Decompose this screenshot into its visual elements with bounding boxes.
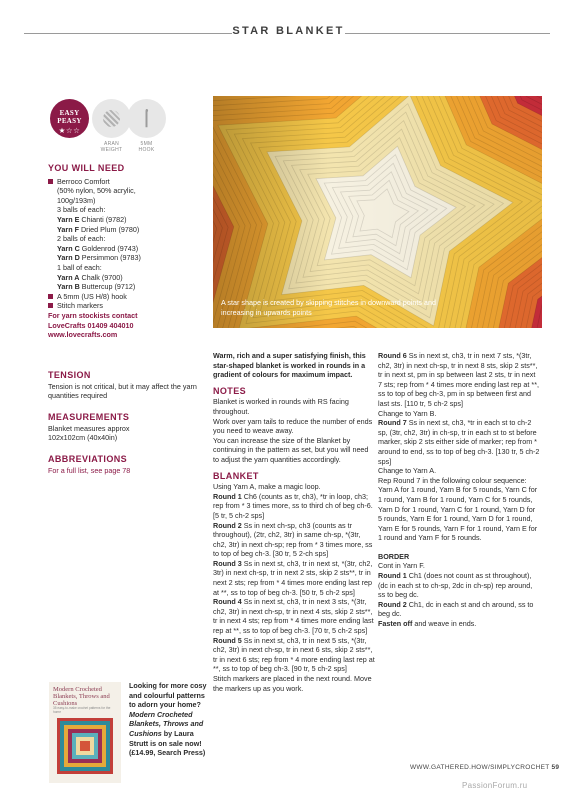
pattern-column-1	[213, 351, 375, 693]
instruction-text: Change to Yarn A.	[378, 466, 437, 476]
measurements-text: Blanket measures approx	[48, 423, 130, 433]
book-cover-blanket-image	[57, 718, 113, 774]
measurements-heading: MEASUREMENTS	[48, 412, 130, 422]
measurements-text: 102x102cm (40x40in)	[48, 433, 118, 443]
difficulty-line1: EASY	[59, 109, 80, 117]
ball-group-heading: 2 balls of each:	[57, 234, 106, 244]
list-item: A 5mm (US H/8) hook	[48, 292, 204, 302]
notes-paragraph: You can increase the size of the Blanket by continuing in the pattern as set, but you will need to adjust the yarn quantities accordingly.	[213, 435, 369, 464]
intro-text: Warm, rich and a super satisfying finish, this star-shaped blanket is worked in rounds in a gradient of colours for maximum impact.	[213, 351, 366, 380]
instruction-text: Change to Yarn B.	[378, 408, 437, 418]
header-rule-left	[24, 33, 232, 34]
book-cover-title: Modern Crocheted Blankets, Throws and Cushions	[53, 686, 110, 707]
ball-group-heading: 3 balls of each:	[57, 205, 106, 215]
round-4: Round 4 Ss in next st, ch3, tr in next 3 sts, *(3tr, ch2, 3tr) in next ch-sp, tr in next 4 sts, skip 2 sts**, tr in next 4 sts; rep from * 4 times more ending last rep at **, ss to top of beg ch-3. [70 tr, 5 ch-2 sps]	[213, 597, 374, 636]
round-6: Round 6 Ss in next st, ch3, tr in next 7 sts, *(3tr, ch2, 3tr) in next ch-sp, tr in next 8 sts, skip 2 sts**, tr in next st, pm in sp between last 2 sts, tr in next 7 sts; rep from * 4 times more ending last rep at **, ss to top of beg ch-3, pm in sp between first and last sts. [110 tr, 5 ch-2 sps]	[378, 351, 539, 408]
abbreviations-section	[48, 455, 204, 475]
instruction-text: Cont in Yarn F.	[378, 561, 425, 571]
difficulty-badge	[50, 99, 89, 138]
yarn-line: Yarn A Chalk (9700)	[57, 272, 123, 282]
list-item: Stitch markers	[48, 301, 204, 311]
yarn-ball-icon	[103, 110, 120, 127]
yarn-line: Yarn C Goldenrod (9743)	[57, 243, 139, 253]
you-will-need-heading: YOU WILL NEED	[48, 163, 125, 173]
yarn-spec: (50% nylon, 50% acrylic,	[57, 186, 136, 196]
border-heading: BORDER	[378, 551, 410, 561]
stockists-text: For yarn stockists contact LoveCrafts 01409 404010 www.lovecrafts.com	[48, 310, 138, 340]
crochet-hook-icon	[127, 99, 166, 138]
instruction-text: Stitch markers are placed in the next round. Move the markers up as you work.	[213, 674, 372, 693]
abbreviations-link[interactable]: For a full list, see page 78	[48, 465, 131, 475]
blanket-heading: BLANKET	[213, 470, 259, 481]
blanket-photo	[213, 96, 542, 328]
hook-size-badge	[127, 99, 166, 138]
photo-caption: A star shape is created by skipping stitches in downward points and increasing in upwards points	[221, 298, 436, 317]
round-3: Round 3 Ss in next st, ch3, tr in next st, *(3tr, ch2, 3tr) in next ch-sp, tr in next 2 sts, skip 2 sts**, tr in next 2 sts; rep from * 4 times more ending last rep at **, ss to top of beg ch-3. [50 tr, 5 ch-2 sps]	[213, 558, 373, 597]
notes-paragraph: Blanket is worked in rounds with RS facing throughout.	[213, 397, 349, 416]
footer	[410, 764, 559, 771]
star-blanket-image	[213, 96, 542, 328]
measurements-section	[48, 413, 204, 443]
notes-heading: NOTES	[213, 385, 247, 396]
difficulty-line2: PEASY	[57, 117, 82, 125]
yarn-weight-label: ARAN WEIGHT	[100, 141, 123, 153]
tension-text: Tension is not critical, but it may affect the yarn quantities required	[48, 381, 197, 401]
yarn-line: Yarn E Chianti (9782)	[57, 214, 127, 224]
page-number: 59	[551, 764, 560, 771]
yarn-line: Yarn F Dried Plum (9780)	[57, 224, 140, 234]
book-cover-subtitle: 35 easy-to-make crochet patterns for the home	[53, 706, 111, 714]
instruction-text: Using Yarn A, make a magic loop.	[213, 482, 321, 492]
hook-size-label: 5MM HOOK	[138, 141, 155, 153]
abbreviations-heading: ABBREVIATIONS	[48, 454, 128, 464]
list-item: Berroco Comfort	[48, 177, 204, 187]
border-round-1: Round 1 Ch1 (does not count as st throughout), (dc in each st to ch-sp, 2dc in ch-sp) rep around, ss to beg dc.	[378, 571, 533, 600]
notes-paragraph: Work over yarn tails to reduce the number of ends you need to weave away.	[213, 416, 373, 436]
fasten-off: Fasten off and weave in ends.	[378, 619, 477, 629]
round-1: Round 1 Ch6 (counts as tr, ch3), *tr in loop, ch3; rep from * 3 times more, ss to third ch of beg ch-6. [5 tr, 5 ch-2 sps]	[213, 491, 373, 520]
you-will-need-section	[48, 164, 204, 340]
footer-url[interactable]: WWW.GATHERED.HOW/SIMPLYCROCHET	[410, 764, 550, 771]
colour-sequence: Rep Round 7 in the following colour sequence: Yarn A for 1 round, Yarn B for 5 rounds, Yarn C for 1 round, Yarn B for 1 round, Yarn C for 5 rounds, Yarn D for 1 round, Yarn C for 1 round, Yarn D for 5 rounds, Yarn E for 1 round, Yarn D for 1 round, Yarn E for 5 rounds, Yarn F for 1 round, Yarn E for 1 round and Yarn F for 5 rounds.	[378, 475, 538, 543]
difficulty-stars: ★☆☆	[58, 126, 81, 135]
pattern-column-2	[378, 351, 540, 629]
watermark: PassionForum.ru	[462, 781, 528, 790]
yarn-line: Yarn B Buttercup (9712)	[57, 282, 136, 292]
round-7: Round 7 Ss in next st, ch3, *tr in each st to ch-2 sp, (3tr, ch2, 3tr) in ch-sp, tr in each st to st before marker, skip 2 sts either side of marker; rep from * around to end, ss to top of beg ch-3. [130 tr, 5 ch-2 sps]	[378, 418, 540, 466]
yarn-spec: 100g/193m)	[57, 195, 96, 205]
page-title: STAR BLANKET	[232, 25, 345, 37]
tension-section	[48, 371, 204, 401]
book-cover	[49, 682, 121, 783]
tension-heading: TENSION	[48, 370, 91, 380]
yarn-weight-badge	[92, 99, 131, 138]
round-2: Round 2 Ss in next ch-sp, ch3 (counts as tr throughout), (2tr, ch2, 3tr) in same ch-sp, *(3tr, ch2, 3tr) in next ch-sp; rep from * 3 times more, ss to top of beg ch-3. [30 tr, 5 2-ch sps]	[213, 520, 373, 559]
round-5: Round 5 Ss in next st, ch3, tr in next 5 sts, *(3tr, ch2, 3tr) in next ch-sp, tr in next 6 sts, skip 2 sts**, tr in next 6 sts; rep from * 4 more ending last rep at **, ss to top of beg ch-3. [90 tr, 5 ch-2 sps]	[213, 635, 375, 674]
yarn-line: Yarn D Persimmon (9783)	[57, 253, 141, 263]
ball-group-heading: 1 ball of each:	[57, 262, 102, 272]
book-promo: Looking for more cosy and colourful patterns to adorn your home? Modern Crocheted Blankets, Throws and Cushions by Laura Strutt is on sale now! (£14.99, Search Press)	[129, 681, 207, 758]
border-round-2: Round 2 Ch1, dc in each st and ch around, ss to beg dc.	[378, 599, 534, 619]
header-rule-right	[345, 33, 550, 34]
